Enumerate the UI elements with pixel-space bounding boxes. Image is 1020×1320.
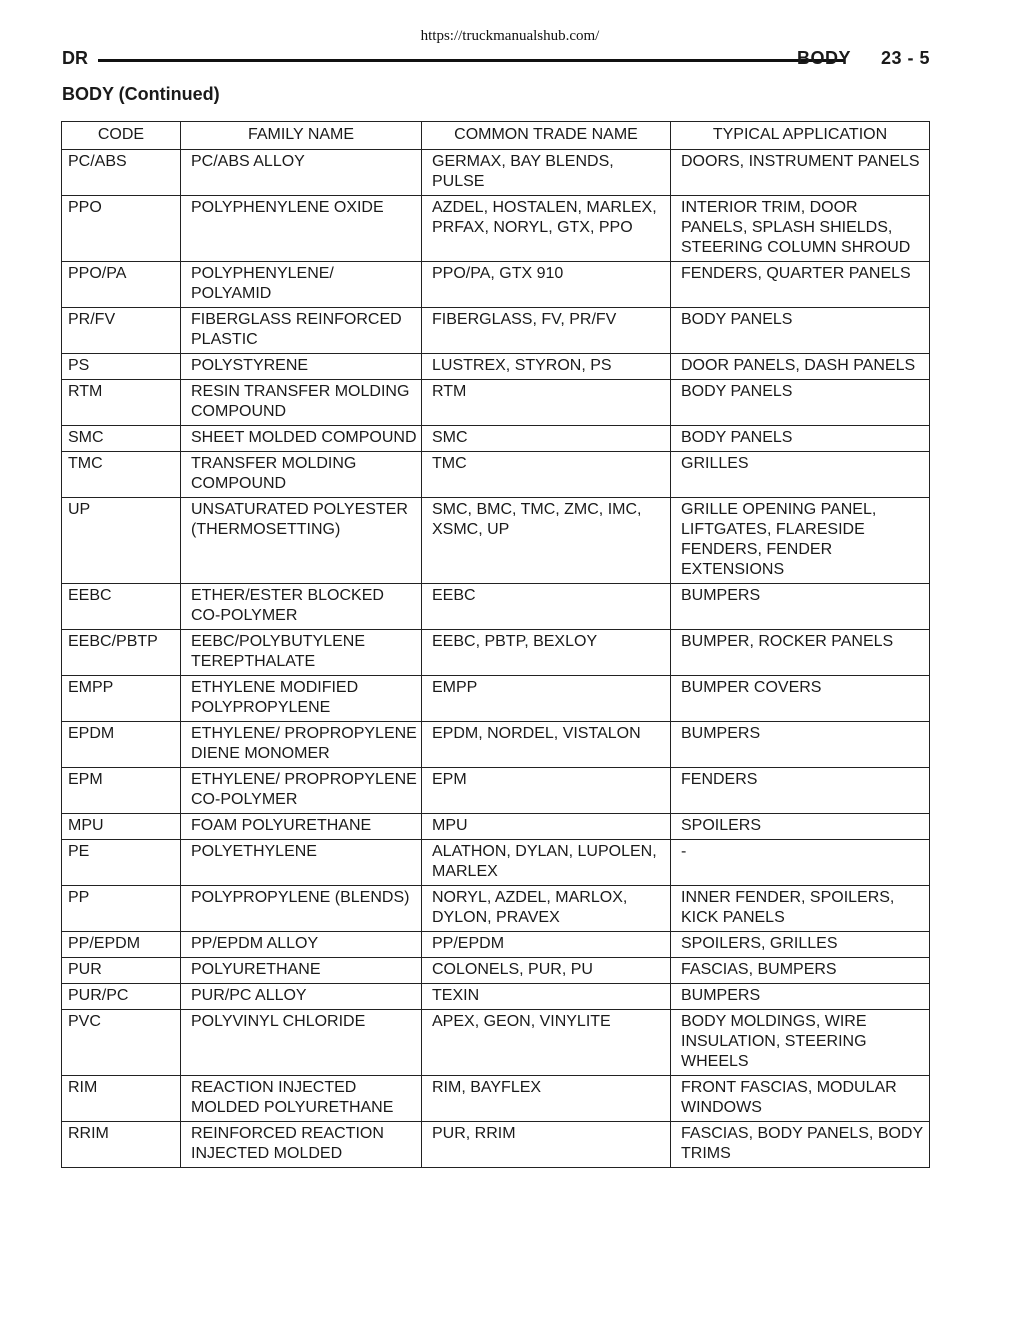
section-title: BODY (Continued) xyxy=(62,84,220,104)
header-model-code: DR xyxy=(62,48,88,68)
cell-application: FASCIAS, BODY PANELS, BODY TRIMS xyxy=(671,1122,930,1168)
cell-application: BUMPERS xyxy=(671,984,930,1010)
cell-family-name: ETHER/ESTER BLOCKED CO-POLYMER xyxy=(181,584,422,630)
cell-code: EEBC xyxy=(62,584,181,630)
table-row xyxy=(62,1122,930,1168)
table-row xyxy=(62,498,930,584)
table-row xyxy=(62,380,930,426)
table-row xyxy=(62,150,930,196)
cell-trade-name: TMC xyxy=(422,452,671,498)
cell-family-name: ETHYLENE MODIFIED POLYPROPYLENE xyxy=(181,676,422,722)
column-header-application: TYPICAL APPLICATION xyxy=(671,122,930,150)
cell-code: PUR xyxy=(62,958,181,984)
cell-application: BODY PANELS xyxy=(671,380,930,426)
cell-application: DOORS, INSTRUMENT PANELS xyxy=(671,150,930,196)
header-page-number: 23 - 5 xyxy=(880,48,930,68)
header-section: BODY xyxy=(796,48,851,68)
cell-trade-name: ALATHON, DYLAN, LUPOLEN, MARLEX xyxy=(422,840,671,886)
cell-code: SMC xyxy=(62,426,181,452)
cell-application: BODY MOLDINGS, WIRE INSULATION, STEERING WHEELS xyxy=(671,1010,930,1076)
cell-trade-name: PUR, RRIM xyxy=(422,1122,671,1168)
source-url[interactable]: https://truckmanualshub.com/ xyxy=(420,28,600,44)
cell-code: TMC xyxy=(62,452,181,498)
cell-family-name: RESIN TRANSFER MOLDING COMPOUND xyxy=(181,380,422,426)
cell-code: PP/EPDM xyxy=(62,932,181,958)
cell-family-name: SHEET MOLDED COMPOUND xyxy=(181,426,422,452)
table-header-row xyxy=(62,122,930,150)
cell-application: SPOILERS xyxy=(671,814,930,840)
table-row xyxy=(62,722,930,768)
cell-code: EPM xyxy=(62,768,181,814)
cell-trade-name: PPO/PA, GTX 910 xyxy=(422,262,671,308)
table-row xyxy=(62,196,930,262)
table-row xyxy=(62,262,930,308)
cell-family-name: EEBC/POLYBUTYLENE TEREPTHALATE xyxy=(181,630,422,676)
table-row xyxy=(62,814,930,840)
table-row xyxy=(62,630,930,676)
cell-code: PUR/PC xyxy=(62,984,181,1010)
table-row xyxy=(62,308,930,354)
table-row xyxy=(62,1076,930,1122)
cell-code: PC/ABS xyxy=(62,150,181,196)
cell-family-name: PUR/PC ALLOY xyxy=(181,984,422,1010)
table-row xyxy=(62,676,930,722)
table-row xyxy=(62,452,930,498)
cell-application: FENDERS xyxy=(671,768,930,814)
table-row xyxy=(62,886,930,932)
table-row xyxy=(62,768,930,814)
cell-application: BUMPERS xyxy=(671,722,930,768)
table-row xyxy=(62,840,930,886)
table-row xyxy=(62,932,930,958)
table-row xyxy=(62,426,930,452)
cell-code: PPO/PA xyxy=(62,262,181,308)
cell-application: BUMPER COVERS xyxy=(671,676,930,722)
table-row xyxy=(62,958,930,984)
cell-code: MPU xyxy=(62,814,181,840)
cell-code: EMPP xyxy=(62,676,181,722)
cell-application: BODY PANELS xyxy=(671,426,930,452)
header-right xyxy=(797,48,930,69)
cell-application: DOOR PANELS, DASH PANELS xyxy=(671,354,930,380)
cell-family-name: POLYURETHANE xyxy=(181,958,422,984)
cell-family-name: POLYPHENYLENE OXIDE xyxy=(181,196,422,262)
table-row xyxy=(62,984,930,1010)
cell-trade-name: PP/EPDM xyxy=(422,932,671,958)
cell-application: FENDERS, QUARTER PANELS xyxy=(671,262,930,308)
cell-application: GRILLE OPENING PANEL, LIFTGATES, FLARESIDE FENDERS, FENDER EXTENSIONS xyxy=(671,498,930,584)
cell-trade-name: NORYL, AZDEL, MARLOX, DYLON, PRAVEX xyxy=(422,886,671,932)
cell-family-name: POLYVINYL CHLORIDE xyxy=(181,1010,422,1076)
cell-family-name: REACTION INJECTED MOLDED POLYURETHANE xyxy=(181,1076,422,1122)
cell-trade-name: MPU xyxy=(422,814,671,840)
cell-family-name: UNSATURATED POLYESTER (THERMOSETTING) xyxy=(181,498,422,584)
cell-code: EPDM xyxy=(62,722,181,768)
cell-trade-name: EEBC, PBTP, BEXLOY xyxy=(422,630,671,676)
cell-trade-name: EPDM, NORDEL, VISTALON xyxy=(422,722,671,768)
cell-code: PVC xyxy=(62,1010,181,1076)
cell-family-name: FOAM POLYURETHANE xyxy=(181,814,422,840)
cell-code: PPO xyxy=(62,196,181,262)
cell-trade-name: RTM xyxy=(422,380,671,426)
table-row xyxy=(62,1010,930,1076)
table-row xyxy=(62,584,930,630)
cell-code: RRIM xyxy=(62,1122,181,1168)
cell-code: PP xyxy=(62,886,181,932)
cell-code: RIM xyxy=(62,1076,181,1122)
cell-family-name: REINFORCED REACTION INJECTED MOLDED xyxy=(181,1122,422,1168)
cell-trade-name: APEX, GEON, VINYLITE xyxy=(422,1010,671,1076)
cell-trade-name: EMPP xyxy=(422,676,671,722)
cell-application: BUMPER, ROCKER PANELS xyxy=(671,630,930,676)
cell-application: GRILLES xyxy=(671,452,930,498)
column-header-family-name: FAMILY NAME xyxy=(181,122,422,150)
cell-code: RTM xyxy=(62,380,181,426)
cell-trade-name: LUSTREX, STYRON, PS xyxy=(422,354,671,380)
cell-application: FASCIAS, BUMPERS xyxy=(671,958,930,984)
header-rule xyxy=(98,59,844,62)
cell-family-name: PP/EPDM ALLOY xyxy=(181,932,422,958)
page-header xyxy=(62,48,930,72)
cell-code: PR/FV xyxy=(62,308,181,354)
cell-trade-name: RIM, BAYFLEX xyxy=(422,1076,671,1122)
cell-trade-name: AZDEL, HOSTALEN, MARLEX, PRFAX, NORYL, GTX, PPO xyxy=(422,196,671,262)
cell-application: BUMPERS xyxy=(671,584,930,630)
table-header xyxy=(62,122,930,150)
cell-family-name: PC/ABS ALLOY xyxy=(181,150,422,196)
cell-trade-name: TEXIN xyxy=(422,984,671,1010)
cell-family-name: POLYSTYRENE xyxy=(181,354,422,380)
cell-trade-name: COLONELS, PUR, PU xyxy=(422,958,671,984)
cell-code: PS xyxy=(62,354,181,380)
cell-code: UP xyxy=(62,498,181,584)
cell-code: PE xyxy=(62,840,181,886)
cell-application: SPOILERS, GRILLES xyxy=(671,932,930,958)
cell-application: INTERIOR TRIM, DOOR PANELS, SPLASH SHIELDS, STEERING COLUMN SHROUD xyxy=(671,196,930,262)
cell-family-name: POLYETHYLENE xyxy=(181,840,422,886)
cell-trade-name: FIBERGLASS, FV, PR/FV xyxy=(422,308,671,354)
cell-code: EEBC/PBTP xyxy=(62,630,181,676)
column-header-code: CODE xyxy=(62,122,181,150)
cell-application: BODY PANELS xyxy=(671,308,930,354)
cell-trade-name: EPM xyxy=(422,768,671,814)
cell-application: - xyxy=(671,840,930,886)
cell-application: FRONT FASCIAS, MODULAR WINDOWS xyxy=(671,1076,930,1122)
cell-family-name: ETHYLENE/ PROPROPYLENE DIENE MONOMER xyxy=(181,722,422,768)
cell-trade-name: SMC xyxy=(422,426,671,452)
table-body xyxy=(62,150,930,1168)
cell-family-name: POLYPROPYLENE (BLENDS) xyxy=(181,886,422,932)
cell-family-name: POLYPHENYLENE/ POLYAMID xyxy=(181,262,422,308)
cell-application: INNER FENDER, SPOILERS, KICK PANELS xyxy=(671,886,930,932)
cell-trade-name: GERMAX, BAY BLENDS, PULSE xyxy=(422,150,671,196)
cell-family-name: FIBERGLASS REINFORCED PLASTIC xyxy=(181,308,422,354)
cell-trade-name: EEBC xyxy=(422,584,671,630)
cell-family-name: TRANSFER MOLDING COMPOUND xyxy=(181,452,422,498)
cell-family-name: ETHYLENE/ PROPROPYLENE CO-POLYMER xyxy=(181,768,422,814)
table-row xyxy=(62,354,930,380)
cell-trade-name: SMC, BMC, TMC, ZMC, IMC, XSMC, UP xyxy=(422,498,671,584)
plastics-table xyxy=(61,121,930,1168)
column-header-trade-name: COMMON TRADE NAME xyxy=(422,122,671,150)
